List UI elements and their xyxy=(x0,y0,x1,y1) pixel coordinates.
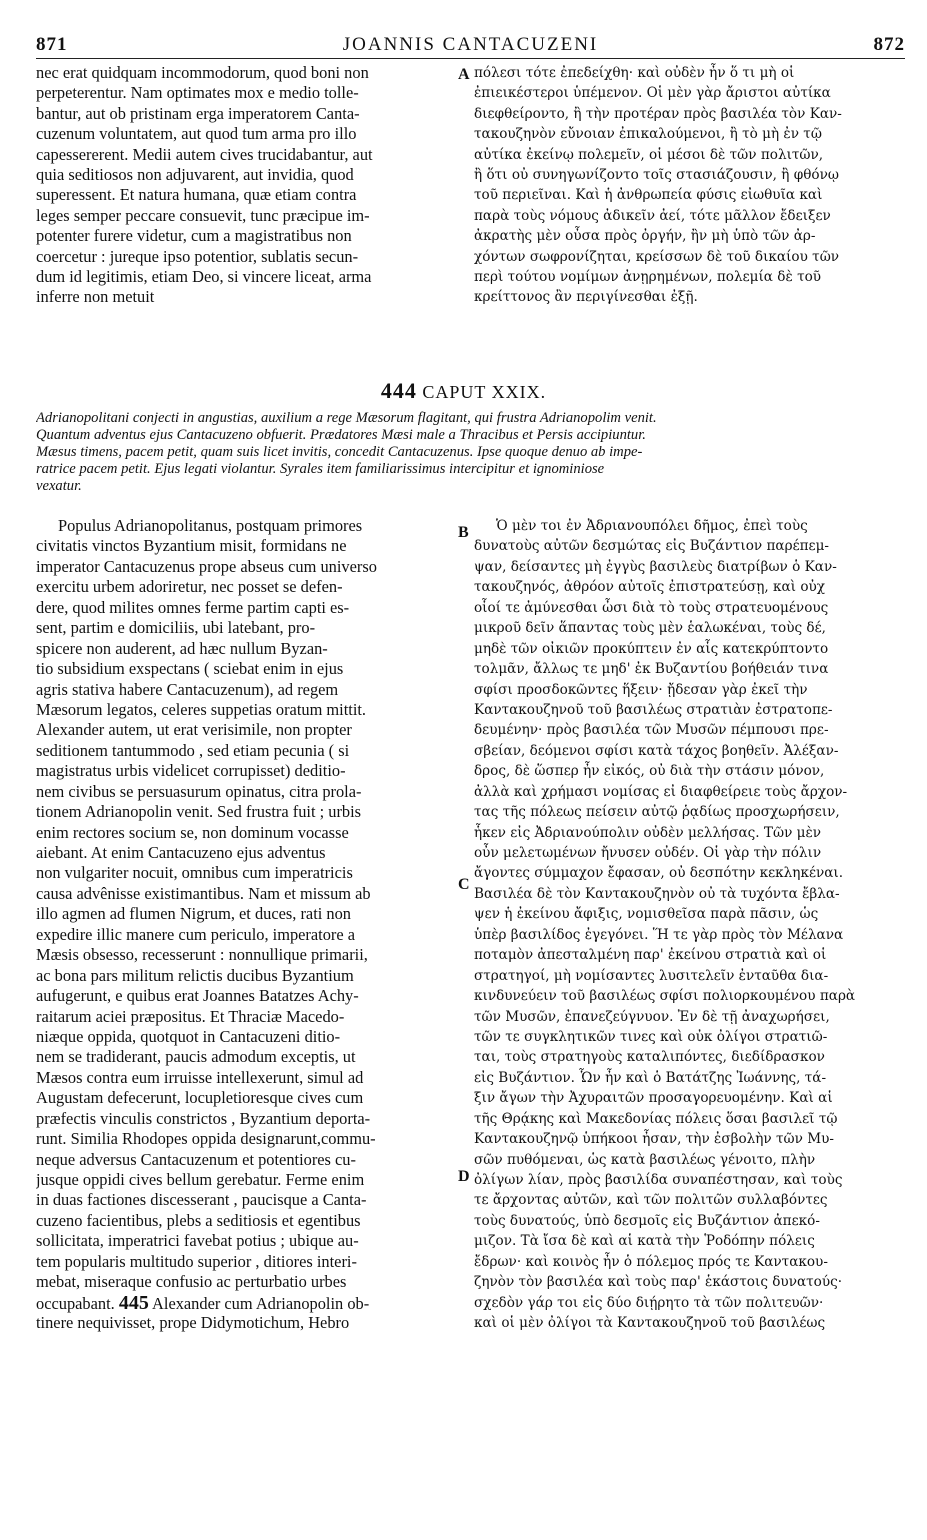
text-line: κρείττονος ἂν περιγίνεσθαι ἐξῇ. xyxy=(474,289,698,306)
text-line: περὶ τούτου νομίμων ἀνῃρημένων, πολεμία δὲ τοῦ xyxy=(474,268,822,285)
text-line: Populus Adrianopolitanus, postquam primores xyxy=(58,516,363,535)
text-line: τῆς Θρᾴκης καὶ Μακεδονίας πόλεις ὅσαι βασιλεῖ τῷ xyxy=(474,1110,838,1127)
text-line: ἐπιεικέστεροι ὑπέμενον. Οἱ μὲν γὰρ ἄριστοι αὐτίκα xyxy=(474,85,831,102)
text-line: expedire illic manere cum periculo, imperatore a xyxy=(36,924,356,944)
line-end: Alexander cum Adrianopolin ob- xyxy=(152,1293,370,1313)
text-line: raitarum aciei præpositus. Et Thraciæ Macedo- xyxy=(36,1006,345,1026)
text-line: ψαν, δείσαντες μὴ ἐγγὺς βασιλεὺς διατρίβων ὁ Καν- xyxy=(474,558,837,575)
text-line: quia seditiosos non adjuvarent, aut invidia, quod xyxy=(36,164,354,184)
text-line: διεφθείροντο, ἢ τὴν προτέραν πρὸς βασιλέα τὸν Καν- xyxy=(474,105,842,122)
text-line: sent, partim e domiciliis, ubi latebant, pro- xyxy=(36,618,316,638)
text-line: nem civibus se persuasurum opinatus, citra prola- xyxy=(36,781,362,801)
text-line: cuzenum voluntatem, aut quod tum arma pro illo xyxy=(36,124,357,144)
text-line: σφίσι προσδοκῶντες ἥξειν· ᾔδεσαν γὰρ ἐκεῖ τὴν xyxy=(474,681,808,698)
text-line: παρὰ τοὺς νόμους ἀδικεῖν ἀεί, τότε μᾶλλον ἔδειξεν xyxy=(474,207,831,224)
text-line: dere, quod milites omnes ferme partim capti es- xyxy=(36,597,350,617)
margin-marker-b: B xyxy=(458,524,469,541)
text-line: τακουζηνός, ἀθρόον αὐτοῖς ἐπιστρατεύσῃ, καὶ οὐχ xyxy=(474,579,826,596)
text-line: τοῦ περιεῖναι. Καὶ ἡ ἀνθρωπεία φύσις εἰωθυῖα καὶ xyxy=(474,187,823,204)
text-line: tinere nequivisset, prope Didymotichum, Hebro xyxy=(36,1313,350,1333)
text-line: ἧκεν εἰς Ἀδριανούπολιν οὐδὲν μελλήσας. Τῶν μὲν xyxy=(474,824,822,841)
summary-line: vexatur. xyxy=(36,478,82,494)
text-line: Καντακουζηνῷ ὑπήκοοι ἦσαν, τὴν ἐσβολὴν τῶν Μυ- xyxy=(474,1131,834,1148)
text-line: illo agmen ad flumen Nigrum, et duces, rati non xyxy=(36,904,351,924)
text-line: ἢ ὅτι οὐ συνηγωνίζοντο τοῖς στασιάζουσιν, ἢ φθόνῳ xyxy=(474,166,839,183)
text-line: dum id legitimis, etiam Deo, si vincere liceat, arma xyxy=(36,266,372,286)
text-line: Mæsorum legatos, celeres suppetias oratum mittit. xyxy=(36,699,367,719)
text-line: tem popularis multitudo superior , ditiores interi- xyxy=(36,1251,357,1271)
text-line: superessent. Et natura humana, quæ etiam contra xyxy=(36,185,357,205)
text-line xyxy=(36,1293,456,1313)
margin-marker-a: A xyxy=(458,66,470,83)
chapter-heading xyxy=(0,378,927,404)
text-line: οἷοί τε ἀμύνεσθαι ὦσι διὰ τὸ τοὺς στρατευομένους xyxy=(474,599,829,616)
line-start: occupabant. xyxy=(36,1293,115,1313)
text-line: ἄγοντες σύμμαχον ἔφασαν, οὐ δεσπότην κεκληκέναι. xyxy=(474,865,844,882)
text-line: tio subsidium exspectans ( sciebat enim in ejus xyxy=(36,659,344,679)
text-line: Ὁ μὲν τοι ἐν Ἀδριανουπόλει δῆμος, ἐπεὶ τοὺς xyxy=(496,518,808,534)
text-line: ὀλίγων λίαν, πρὸς βασιλίδα συναπέστησαν, καὶ τοὺς xyxy=(474,1172,843,1188)
text-line: neque adversus Cantacuzenum et potentiores cu- xyxy=(36,1149,356,1169)
running-header xyxy=(36,34,905,56)
text-line: σῶν πυθόμεναι, ὡς κατὰ βασιλέως γένοιτο, πλὴν xyxy=(474,1151,816,1168)
text-line: σχεδὸν γάρ τοι εἰς δύο διῄρητο τὰ τῶν πολιτευῶν· xyxy=(474,1294,824,1311)
section-number: 444 xyxy=(380,378,417,403)
summary-line: ratrice pacem petit. Ejus legati violantur. Syrales item familiarissimus intercipitur et ignominiose xyxy=(36,461,605,477)
text-line: capessererent. Medii autem cives trucidabantur, aut xyxy=(36,144,373,164)
text-line: μηδὲ τῶν οἰκιῶν προκύπτειν ἐν αἷς κατεκρύπτοντο xyxy=(474,640,829,657)
text-line: στρατηγοί, μὴ νομίσαντες λυσιτελεῖν ἐνταῦθα δια- xyxy=(474,967,829,984)
summary-line: Mæsus timens, pacem petit, quam suis licet invitis, concedit Cantacuzenus. Ipse quoque denuo ab impe- xyxy=(36,444,643,460)
text-line: cuzeno facientibus, plebs a seditiosis et egentibus xyxy=(36,1210,361,1230)
text-line: τοὺς δυνατούς, ὑπὸ δεσμοῖς εἰς Βυζάντιον ἀπεκό- xyxy=(474,1212,820,1229)
text-line: τῶν Μυσῶν, ἐπανεζεύγνυον. Ἐν δὲ τῇ ἀναχωρήσει, xyxy=(474,1008,830,1025)
text-line: nem se tradiderant, paucis admodum exceptis, ut xyxy=(36,1047,356,1067)
text-line: δυνατοὺς αὐτῶν δεσμώτας εἰς Βυζάντιον παρέπεμ- xyxy=(474,538,830,555)
text-line: spicere non auderent, ad hæc nullum Byzan- xyxy=(36,638,328,658)
text-line: niæque oppida, quotquot in Cantacuzeni ditio- xyxy=(36,1026,341,1046)
summary-line: Quantum adventus ejus Cantacuzeno obfuerit. Prædatores Mæsi male a Thracibus et Persis accipiuntur. xyxy=(36,427,646,443)
text-line: μιζον. Τὰ ἴσα δὲ καὶ αἱ κατὰ τὴν Ῥοδόπην πόλεις xyxy=(474,1233,815,1250)
text-line: Καντακουζηνοῦ τοῦ βασιλέως στρατιὰν ἐστρατοπε- xyxy=(474,701,833,718)
text-line: χόντων σωφρονίζηται, κρείσσων δὲ τοῦ δικαίου τῶν xyxy=(474,248,840,265)
text-line: τῶν τε συγκλητικῶν τινες καὶ οὐκ ὀλίγοι στρατιῶ- xyxy=(474,1028,828,1045)
text-line: κινδυνεύειν τοῦ βασιλέως σφίσι πολιορκουμένου παρὰ xyxy=(474,988,856,1005)
text-line: μικροῦ δεῖν ἅπαντας τοὺς μὲν ἑαλωκέναι, τοὺς δέ, xyxy=(474,620,826,637)
text-line: οὖν μελετωμένων ἤνυσεν οὐδέν. Οἱ γὰρ τὴν πόλιν xyxy=(474,845,822,861)
text-line: ται, τοὺς στρατηγοὺς καταλιπόντες, διεδίδρασκον xyxy=(474,1049,825,1066)
text-line: Alexander autem, ut erat verisimile, non propter xyxy=(36,720,352,740)
text-line: jusque oppidi cives bellum gerebatur. Ferme enim xyxy=(36,1170,365,1189)
header-rule xyxy=(36,58,905,59)
chapter-summary xyxy=(36,410,909,495)
text-line: perpeterentur. Nam optimates mox e medio tolle- xyxy=(36,83,359,103)
page-number-left: 871 xyxy=(36,34,68,55)
page-number-right: 872 xyxy=(873,34,905,55)
text-line: Augustam defecerunt, locupletioresque cives cum xyxy=(36,1088,364,1108)
text-line: ποταμὸν ἀπεσταλμένη παρ' ἐκείνου στρατιὰ καὶ οἱ xyxy=(474,947,827,964)
text-line: bantur, aut ob pristinam erga imperatorem Canta- xyxy=(36,103,360,123)
text-line: ὑπὲρ βασιλίδος ἐγεγόνει. Ἥ τε γὰρ πρὸς τὸν Μέλανα xyxy=(474,926,844,943)
text-line: enim rectores socium se, non dominum vocasse xyxy=(36,822,349,842)
text-line: δρος, δὲ ὥσπερ ἦν εἰκός, οὐ διὰ τὴν στάσιν μόνον, xyxy=(474,763,825,780)
text-line: aufugerunt, e quibus erat Joannes Batatzes Achy- xyxy=(36,986,359,1006)
text-line: leges semper peccare consuevit, tunc præcipue im- xyxy=(36,205,370,225)
margin-marker-c: C xyxy=(458,876,470,893)
text-line: ἔδρων· καὶ κοινὸς ἦν ὁ πόλεμος πρός τε Καντακου- xyxy=(474,1253,828,1270)
text-line: τακουζηνὸν εὔνοιαν ἐπικαλούμενοι, ἢ τὸ μὴ ἐν τῷ xyxy=(474,126,822,143)
text-line: τολμᾶν, ἄλλως τε μηδ' ἐκ Βυζαντίου βοήθειάν τινα xyxy=(474,661,829,678)
text-line: imperator Cantacuzenus prope abseus cum universo xyxy=(36,556,377,576)
text-line: nec erat quidquam incommodorum, quod boni non xyxy=(36,63,369,82)
text-line: ζηνὸν τὸν βασιλέα καὶ τοὺς παρ' ἑκάστοις δυνατούς· xyxy=(474,1274,843,1291)
text-line: Mæsos contra eum irruisse intellexerunt, simul ad xyxy=(36,1067,364,1087)
text-line: tionem Adrianopolin venit. Sed frustra fuit ; urbis xyxy=(36,802,362,822)
text-line: ac bona pars militum relictis ducibus Byzantium xyxy=(36,965,354,985)
summary-line: Adrianopolitani conjecti in angustias, auxilium a rege Mæsorum flagitant, qui frustra Adrianopolim venit. xyxy=(36,410,657,426)
text-line: potenter furere videtur, cum a magistratibus non xyxy=(36,226,352,246)
text-line: τε ἄρχοντας αὐτῶν, καὶ τῶν πολιτῶν συλλαβόντες xyxy=(474,1192,828,1209)
text-line: inferre non metuit xyxy=(36,287,155,307)
text-line: τας τῆς πόλεως πείσειν αὐτῷ ῥᾳδίως προσχωρήσειν, xyxy=(474,804,840,821)
text-line: non vulgariter nocuit, omnibus cum imperatricis xyxy=(36,863,353,883)
text-line: aiebant. At enim Cantacuzeno ejus adventus xyxy=(36,843,326,862)
text-line: causa advênisse existimantibus. Nam et missum ab xyxy=(36,883,371,903)
text-line: runt. Similia Rhodopes oppida designarunt,commu- xyxy=(36,1129,376,1149)
chapter-title: CAPUT XXIX. xyxy=(422,382,547,402)
text-line: agris stativa habere Cantacuzenum), ad regem xyxy=(36,679,339,699)
text-line: exercitu urbem adoriretur, nec posset se defen- xyxy=(36,577,343,597)
text-line: coercetur : jureque ipso potentior, sublatis secun- xyxy=(36,246,359,266)
text-line: sollicitata, imperatrici favebat potius ; ubique au- xyxy=(36,1231,359,1251)
text-line: Mæsis obsesso, recesserunt : nonnullique primarii, xyxy=(36,945,368,965)
text-line: seditionem tantummodo , sed etiam pecunia ( si xyxy=(36,740,350,760)
text-line: magistratus urbis videlicet corrupisset) deditio- xyxy=(36,761,346,781)
text-line: civitatis vinctos Byzantium misit, formidans ne xyxy=(36,536,347,556)
text-line: præfectis vinculis constrictos , Byzantium deporta- xyxy=(36,1108,371,1128)
text-line: in duas factiones discesserant , paucisque a Canta- xyxy=(36,1190,367,1210)
text-line: ξιν ἄγων τὴν Ἀχυραιτῶν προσαγορευομένην. Καὶ αἱ xyxy=(474,1090,833,1107)
text-line: καὶ οἱ μὲν ὀλίγοι τὰ Καντακουζηνοῦ τοῦ βασιλέως xyxy=(474,1315,826,1332)
margin-marker-d: D xyxy=(458,1168,470,1185)
section-number: 445 xyxy=(118,1292,149,1314)
text-line: πόλεσι τότε ἐπεδείχθη· καὶ οὐδὲν ἦν ὅ τι μὴ οἱ xyxy=(474,65,795,81)
text-line: σβείαν, δεόμενοι σφίσι κατὰ τάχος βοηθεῖν. Ἀλέξαν- xyxy=(474,742,839,759)
text-line: ἀκρατὴς μὲν οὖσα πρὸς ὀργήν, ἢν μὴ ὑπὸ τῶν ἀρ- xyxy=(474,228,816,245)
latin-column-top xyxy=(36,63,456,308)
text-line: ψεν ἡ ἐκείνου ἄφιξις, νομισθεῖσα παρὰ πᾶσιν, ὡς xyxy=(474,906,819,923)
text-line: ἀλλὰ καὶ χρήμασι νομίσας εἰ διαφθείρειε τοὺς ἄρχον- xyxy=(474,783,848,800)
latin-column-main xyxy=(36,516,456,1334)
greek-column-top xyxy=(474,63,909,308)
text-line: δευμένην· πρὸς βασιλέα τῶν Μυσῶν πέμπουσι πρε- xyxy=(474,722,829,739)
text-line: Βασιλέα δὲ τὸν Καντακουζηνὸν οὐ τὰ τυχόντα ἔβλα- xyxy=(474,885,840,902)
greek-column-main xyxy=(474,516,909,1334)
text-line: εἰς Βυζάντιον. Ὧν ἦν καὶ ὁ Βατάτζης Ἰωάννης, τά- xyxy=(474,1069,827,1086)
running-title: JOANNIS CANTACUZENI xyxy=(342,34,599,55)
text-line: αὐτίκα ἐκείνῳ πολεμεῖν, οἱ μέσοι δὲ τῶν πολιτῶν, xyxy=(474,146,824,163)
text-line: mebat, miseraque confusio ac perturbatio urbes xyxy=(36,1272,347,1292)
